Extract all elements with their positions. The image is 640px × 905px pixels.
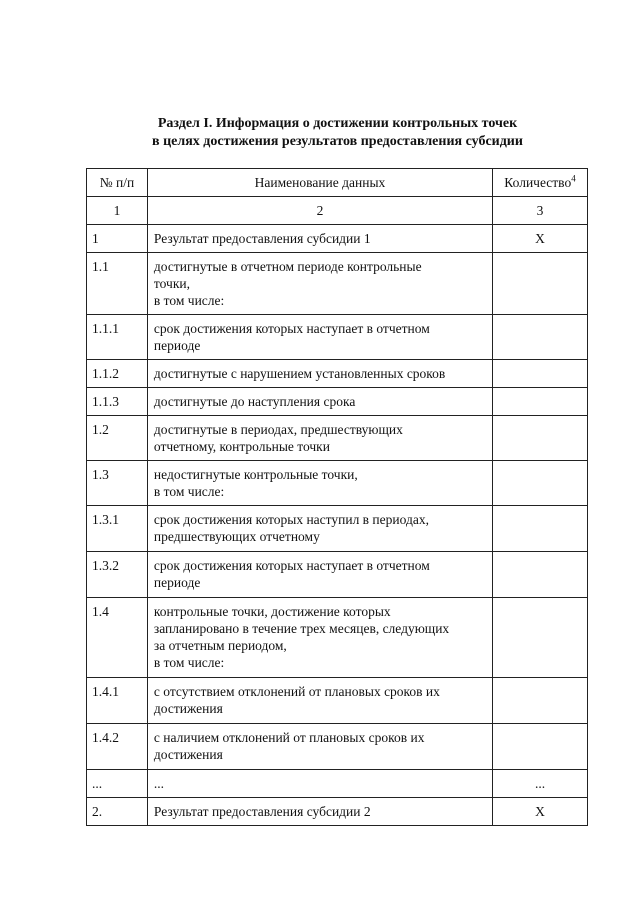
row-name — [147, 360, 492, 388]
row-name — [147, 225, 492, 253]
footnote-marker: 4 — [571, 173, 576, 184]
row-quantity — [493, 461, 588, 506]
control-points-table — [86, 168, 588, 826]
row-name — [147, 315, 492, 360]
row-name-text: срок достижения которых наступил в периодах, предшествующих отчетному — [153, 512, 429, 544]
row-quantity — [493, 315, 588, 360]
row-name-text: Результат предоставления субсидии 2 — [153, 804, 371, 819]
row-number: 1.4.2 — [87, 724, 148, 770]
table-row — [87, 315, 588, 360]
row-number: 1.1.3 — [87, 388, 148, 416]
row-name — [147, 770, 492, 798]
table-row — [87, 416, 588, 461]
row-number: 1 — [87, 225, 148, 253]
table-header-row — [87, 169, 588, 197]
row-quantity — [493, 552, 588, 598]
row-number: 1.4 — [87, 598, 148, 678]
header-name: Наименование данных — [147, 169, 492, 197]
column-index-3: 3 — [493, 197, 588, 225]
row-number: ... — [87, 770, 148, 798]
table-row — [87, 360, 588, 388]
row-number: 1.4.1 — [87, 678, 148, 724]
row-name — [147, 598, 492, 678]
row-quantity: ... — [493, 770, 588, 798]
row-name-text: достигнутые до наступления срока — [153, 394, 356, 409]
table-row — [87, 552, 588, 598]
row-name-text: достигнутые с нарушением установленных сроков — [153, 366, 446, 381]
row-number: 1.3.1 — [87, 506, 148, 552]
column-index-1: 1 — [87, 197, 148, 225]
row-name-text: с отсутствием отклонений от плановых сроков их достижения — [153, 684, 440, 716]
row-quantity — [493, 388, 588, 416]
row-quantity — [493, 360, 588, 388]
row-name-text: достигнутые в периодах, предшествующих отчетному, контрольные точки — [153, 422, 403, 454]
row-quantity — [493, 724, 588, 770]
table-row — [87, 461, 588, 506]
table-row — [87, 388, 588, 416]
section-title-line-1: Раздел I. Информация о достижении контрольных точек — [157, 116, 518, 131]
row-name-text: с наличием отклонений от плановых сроков их достижения — [153, 730, 425, 762]
table-row — [87, 678, 588, 724]
column-index-row — [87, 197, 588, 225]
row-name — [147, 461, 492, 506]
table-row — [87, 506, 588, 552]
row-quantity: X — [493, 798, 588, 826]
table-row — [87, 598, 588, 678]
row-name — [147, 506, 492, 552]
table-row — [87, 770, 588, 798]
row-quantity — [493, 253, 588, 315]
column-index-2: 2 — [147, 197, 492, 225]
row-name — [147, 388, 492, 416]
row-quantity — [493, 678, 588, 724]
row-name — [147, 416, 492, 461]
row-quantity — [493, 506, 588, 552]
header-quantity — [493, 169, 588, 197]
table-row — [87, 225, 588, 253]
row-name — [147, 678, 492, 724]
row-name-text: ... — [153, 776, 165, 791]
row-quantity — [493, 416, 588, 461]
row-name-text: недостигнутые контрольные точки, в том числе: — [153, 467, 358, 499]
row-name — [147, 798, 492, 826]
row-number: 1.3 — [87, 461, 148, 506]
row-name — [147, 552, 492, 598]
header-quantity-label: Количество — [504, 175, 572, 190]
row-name-text: достигнутые в отчетном периоде контрольные точки, в том числе: — [153, 259, 422, 308]
row-name — [147, 253, 492, 315]
table-row — [87, 253, 588, 315]
section-title — [80, 115, 595, 151]
row-number: 1.1 — [87, 253, 148, 315]
row-quantity: X — [493, 225, 588, 253]
row-number: 1.1.1 — [87, 315, 148, 360]
table-body — [87, 225, 588, 826]
row-name-text: контрольные точки, достижение которых запланировано в течение трех месяцев, следующих за отчетным периодом, в том числе: — [153, 604, 450, 670]
row-name-text: срок достижения которых наступает в отчетном периоде — [153, 321, 430, 353]
row-name — [147, 724, 492, 770]
table-row — [87, 724, 588, 770]
row-quantity — [493, 598, 588, 678]
row-name-text: срок достижения которых наступает в отчетном периоде — [153, 558, 430, 590]
header-number: № п/п — [87, 169, 148, 197]
row-name-text: Результат предоставления субсидии 1 — [153, 231, 371, 246]
row-number: 1.3.2 — [87, 552, 148, 598]
table-row — [87, 798, 588, 826]
row-number: 1.1.2 — [87, 360, 148, 388]
row-number: 1.2 — [87, 416, 148, 461]
row-number: 2. — [87, 798, 148, 826]
section-title-line-2: в целях достижения результатов предоставления субсидии — [152, 134, 523, 149]
